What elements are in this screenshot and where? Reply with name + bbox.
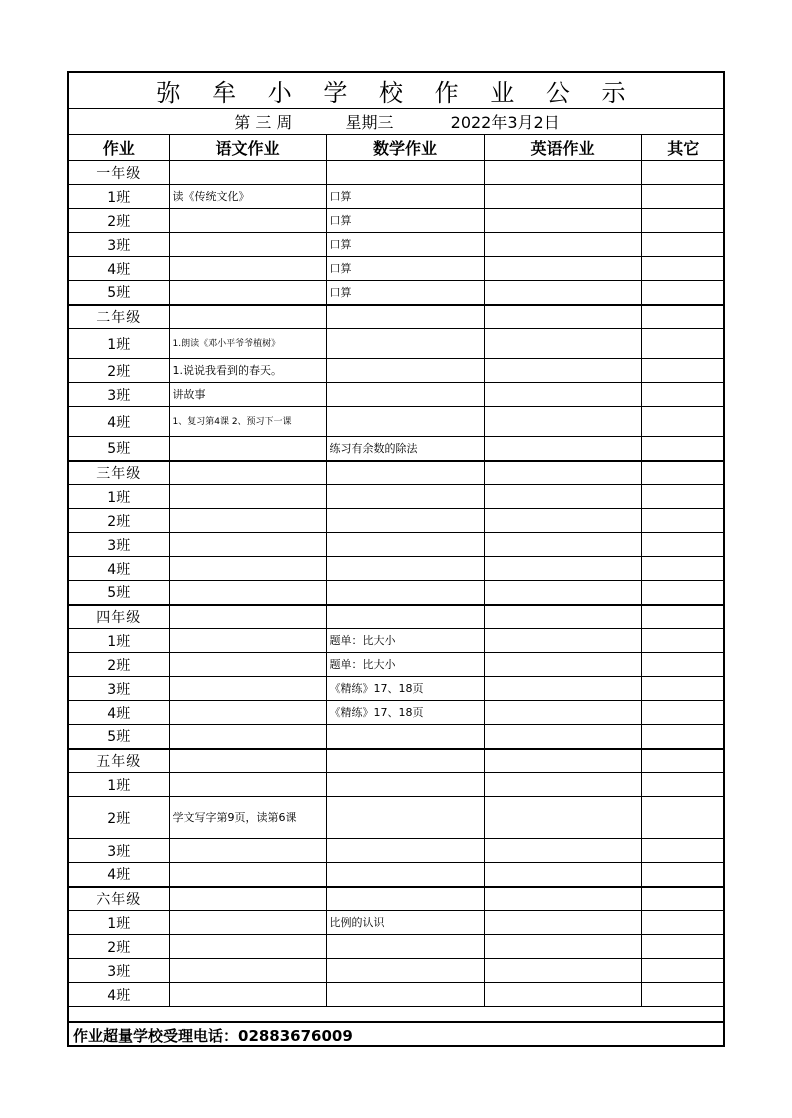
other-homework-cell [641, 839, 725, 863]
other-homework-cell [641, 359, 725, 383]
class-label: 2班 [69, 653, 169, 677]
math-homework-cell [326, 863, 484, 887]
class-label: 5班 [69, 581, 169, 605]
chinese-homework-cell [169, 773, 326, 797]
math-homework-cell [326, 407, 484, 437]
class-label: 3班 [69, 533, 169, 557]
other-homework-cell [641, 725, 725, 749]
other-homework-cell [641, 581, 725, 605]
week-label: 第 三 周 [234, 113, 293, 132]
math-homework-cell [326, 983, 484, 1007]
table-row [69, 911, 725, 935]
class-label: 5班 [69, 437, 169, 461]
class-label: 4班 [69, 701, 169, 725]
table-row [69, 863, 725, 887]
class-label: 1班 [69, 485, 169, 509]
table-row [69, 281, 725, 305]
math-homework-cell [326, 533, 484, 557]
header-homework: 作业 [69, 135, 169, 161]
empty-cell [169, 305, 326, 329]
english-homework-cell [484, 653, 641, 677]
empty-cell [169, 887, 326, 911]
class-label: 3班 [69, 959, 169, 983]
empty-cell [641, 605, 725, 629]
table-row [69, 725, 725, 749]
grade-label: 六年级 [69, 887, 169, 911]
empty-cell [641, 305, 725, 329]
math-homework-cell: 题单：比大小 [326, 629, 484, 653]
date-label: 2022年3月2日 [450, 113, 560, 132]
chinese-homework-cell [169, 701, 326, 725]
english-homework-cell [484, 257, 641, 281]
header-english: 英语作业 [484, 135, 641, 161]
english-homework-cell [484, 437, 641, 461]
other-homework-cell [641, 863, 725, 887]
empty-cell [484, 887, 641, 911]
empty-cell [169, 749, 326, 773]
math-homework-cell: 练习有余数的除法 [326, 437, 484, 461]
table-row [69, 329, 725, 359]
table-row [69, 581, 725, 605]
other-homework-cell [641, 233, 725, 257]
empty-cell [326, 161, 484, 185]
other-homework-cell [641, 509, 725, 533]
class-label: 1班 [69, 185, 169, 209]
math-homework-cell: 题单：比大小 [326, 653, 484, 677]
english-homework-cell [484, 863, 641, 887]
chinese-homework-cell [169, 437, 326, 461]
grade-label: 二年级 [69, 305, 169, 329]
class-label: 3班 [69, 233, 169, 257]
math-homework-cell: 口算 [326, 185, 484, 209]
table-row [69, 359, 725, 383]
chinese-homework-cell [169, 533, 326, 557]
empty-cell [326, 749, 484, 773]
other-homework-cell [641, 773, 725, 797]
other-homework-cell [641, 533, 725, 557]
grade-row [69, 749, 725, 773]
english-homework-cell [484, 185, 641, 209]
other-homework-cell [641, 959, 725, 983]
english-homework-cell [484, 485, 641, 509]
other-homework-cell [641, 329, 725, 359]
table-row [69, 677, 725, 701]
other-homework-cell [641, 257, 725, 281]
class-label: 1班 [69, 329, 169, 359]
table-row [69, 959, 725, 983]
english-homework-cell [484, 533, 641, 557]
math-homework-cell [326, 509, 484, 533]
empty-cell [484, 605, 641, 629]
english-homework-cell [484, 959, 641, 983]
table-row [69, 407, 725, 437]
english-homework-cell [484, 383, 641, 407]
grade-row [69, 461, 725, 485]
complaint-hotline: 作业超量学校受理电话：02883676009 [69, 1021, 723, 1045]
chinese-homework-cell [169, 629, 326, 653]
empty-cell [641, 887, 725, 911]
english-homework-cell [484, 701, 641, 725]
table-row [69, 509, 725, 533]
empty-cell [484, 749, 641, 773]
english-homework-cell [484, 935, 641, 959]
page-title: 弥 牟 小 学 校 作 业 公 示 [69, 73, 725, 109]
class-label: 1班 [69, 911, 169, 935]
subtitle-row [69, 109, 725, 135]
chinese-homework-cell [169, 581, 326, 605]
grade-label: 五年级 [69, 749, 169, 773]
chinese-homework-cell [169, 209, 326, 233]
chinese-homework-cell [169, 257, 326, 281]
math-homework-cell: 口算 [326, 281, 484, 305]
empty-cell [326, 887, 484, 911]
grade-row [69, 605, 725, 629]
empty-cell [169, 461, 326, 485]
math-homework-cell: 《精练》17、18页 [326, 701, 484, 725]
english-homework-cell [484, 581, 641, 605]
other-homework-cell [641, 485, 725, 509]
chinese-homework-cell [169, 653, 326, 677]
empty-cell [641, 161, 725, 185]
header-math: 数学作业 [326, 135, 484, 161]
empty-cell [326, 605, 484, 629]
other-homework-cell [641, 185, 725, 209]
math-homework-cell [326, 959, 484, 983]
class-label: 5班 [69, 725, 169, 749]
chinese-homework-cell: 1.朗读《邓小平爷爷植树》 [169, 329, 326, 359]
math-homework-cell [326, 581, 484, 605]
class-label: 1班 [69, 629, 169, 653]
math-homework-cell [326, 725, 484, 749]
other-homework-cell [641, 209, 725, 233]
chinese-homework-cell: 1、复习第4课 2、预习下一课 [169, 407, 326, 437]
english-homework-cell [484, 509, 641, 533]
class-label: 4班 [69, 257, 169, 281]
english-homework-cell [484, 557, 641, 581]
class-label: 2班 [69, 359, 169, 383]
chinese-homework-cell [169, 677, 326, 701]
class-label: 2班 [69, 935, 169, 959]
empty-cell [484, 161, 641, 185]
english-homework-cell [484, 677, 641, 701]
table-row [69, 983, 725, 1007]
weekday-label: 星期三 [345, 113, 394, 132]
chinese-homework-cell [169, 725, 326, 749]
header-other: 其它 [641, 135, 725, 161]
english-homework-cell [484, 911, 641, 935]
table-row [69, 629, 725, 653]
empty-cell [484, 461, 641, 485]
math-homework-cell [326, 485, 484, 509]
table-row [69, 935, 725, 959]
chinese-homework-cell [169, 863, 326, 887]
chinese-homework-cell [169, 233, 326, 257]
grade-label: 三年级 [69, 461, 169, 485]
other-homework-cell [641, 281, 725, 305]
table-row [69, 209, 725, 233]
grade-row [69, 887, 725, 911]
math-homework-cell [326, 557, 484, 581]
table-row [69, 839, 725, 863]
math-homework-cell [326, 797, 484, 839]
chinese-homework-cell [169, 281, 326, 305]
english-homework-cell [484, 629, 641, 653]
english-homework-cell [484, 329, 641, 359]
class-label: 4班 [69, 407, 169, 437]
grade-row [69, 305, 725, 329]
chinese-homework-cell: 1.说说我看到的春天。 [169, 359, 326, 383]
empty-cell [169, 161, 326, 185]
table-row [69, 773, 725, 797]
other-homework-cell [641, 911, 725, 935]
english-homework-cell [484, 359, 641, 383]
math-homework-cell [326, 383, 484, 407]
table-row [69, 701, 725, 725]
chinese-homework-cell: 学文写字第9页，读第6课 [169, 797, 326, 839]
grade-label: 四年级 [69, 605, 169, 629]
math-homework-cell [326, 359, 484, 383]
class-label: 4班 [69, 863, 169, 887]
other-homework-cell [641, 677, 725, 701]
chinese-homework-cell: 读《传统文化》 [169, 185, 326, 209]
grade-label: 一年级 [69, 161, 169, 185]
class-label: 3班 [69, 839, 169, 863]
english-homework-cell [484, 209, 641, 233]
table-row [69, 233, 725, 257]
english-homework-cell [484, 839, 641, 863]
table-row [69, 185, 725, 209]
english-homework-cell [484, 281, 641, 305]
other-homework-cell [641, 437, 725, 461]
chinese-homework-cell: 讲故事 [169, 383, 326, 407]
other-homework-cell [641, 701, 725, 725]
other-homework-cell [641, 383, 725, 407]
math-homework-cell: 口算 [326, 233, 484, 257]
other-homework-cell [641, 557, 725, 581]
math-homework-cell [326, 773, 484, 797]
table-row [69, 437, 725, 461]
empty-cell [169, 605, 326, 629]
math-homework-cell [326, 839, 484, 863]
class-label: 3班 [69, 677, 169, 701]
table-row [69, 653, 725, 677]
class-label: 5班 [69, 281, 169, 305]
class-label: 1班 [69, 773, 169, 797]
other-homework-cell [641, 935, 725, 959]
math-homework-cell: 比例的认识 [326, 911, 484, 935]
chinese-homework-cell [169, 839, 326, 863]
other-homework-cell [641, 629, 725, 653]
english-homework-cell [484, 983, 641, 1007]
table-row [69, 533, 725, 557]
grade-row [69, 161, 725, 185]
chinese-homework-cell [169, 911, 326, 935]
english-homework-cell [484, 797, 641, 839]
chinese-homework-cell [169, 509, 326, 533]
header-chinese: 语文作业 [169, 135, 326, 161]
chinese-homework-cell [169, 935, 326, 959]
chinese-homework-cell [169, 983, 326, 1007]
class-label: 2班 [69, 509, 169, 533]
english-homework-cell [484, 725, 641, 749]
homework-table [69, 73, 725, 1007]
empty-cell [326, 305, 484, 329]
class-label: 4班 [69, 557, 169, 581]
chinese-homework-cell [169, 485, 326, 509]
class-label: 3班 [69, 383, 169, 407]
math-homework-cell: 口算 [326, 209, 484, 233]
chinese-homework-cell [169, 557, 326, 581]
english-homework-cell [484, 407, 641, 437]
table-row [69, 485, 725, 509]
class-label: 2班 [69, 797, 169, 839]
empty-cell [326, 461, 484, 485]
homework-sheet [67, 71, 725, 1047]
math-homework-cell: 口算 [326, 257, 484, 281]
math-homework-cell [326, 935, 484, 959]
empty-cell [484, 305, 641, 329]
other-homework-cell [641, 797, 725, 839]
empty-cell [641, 749, 725, 773]
table-row [69, 557, 725, 581]
other-homework-cell [641, 653, 725, 677]
class-label: 4班 [69, 983, 169, 1007]
empty-cell [641, 461, 725, 485]
other-homework-cell [641, 983, 725, 1007]
english-homework-cell [484, 233, 641, 257]
math-homework-cell: 《精练》17、18页 [326, 677, 484, 701]
math-homework-cell [326, 329, 484, 359]
table-row [69, 257, 725, 281]
table-row [69, 383, 725, 407]
chinese-homework-cell [169, 959, 326, 983]
class-label: 2班 [69, 209, 169, 233]
english-homework-cell [484, 773, 641, 797]
table-row [69, 797, 725, 839]
other-homework-cell [641, 407, 725, 437]
